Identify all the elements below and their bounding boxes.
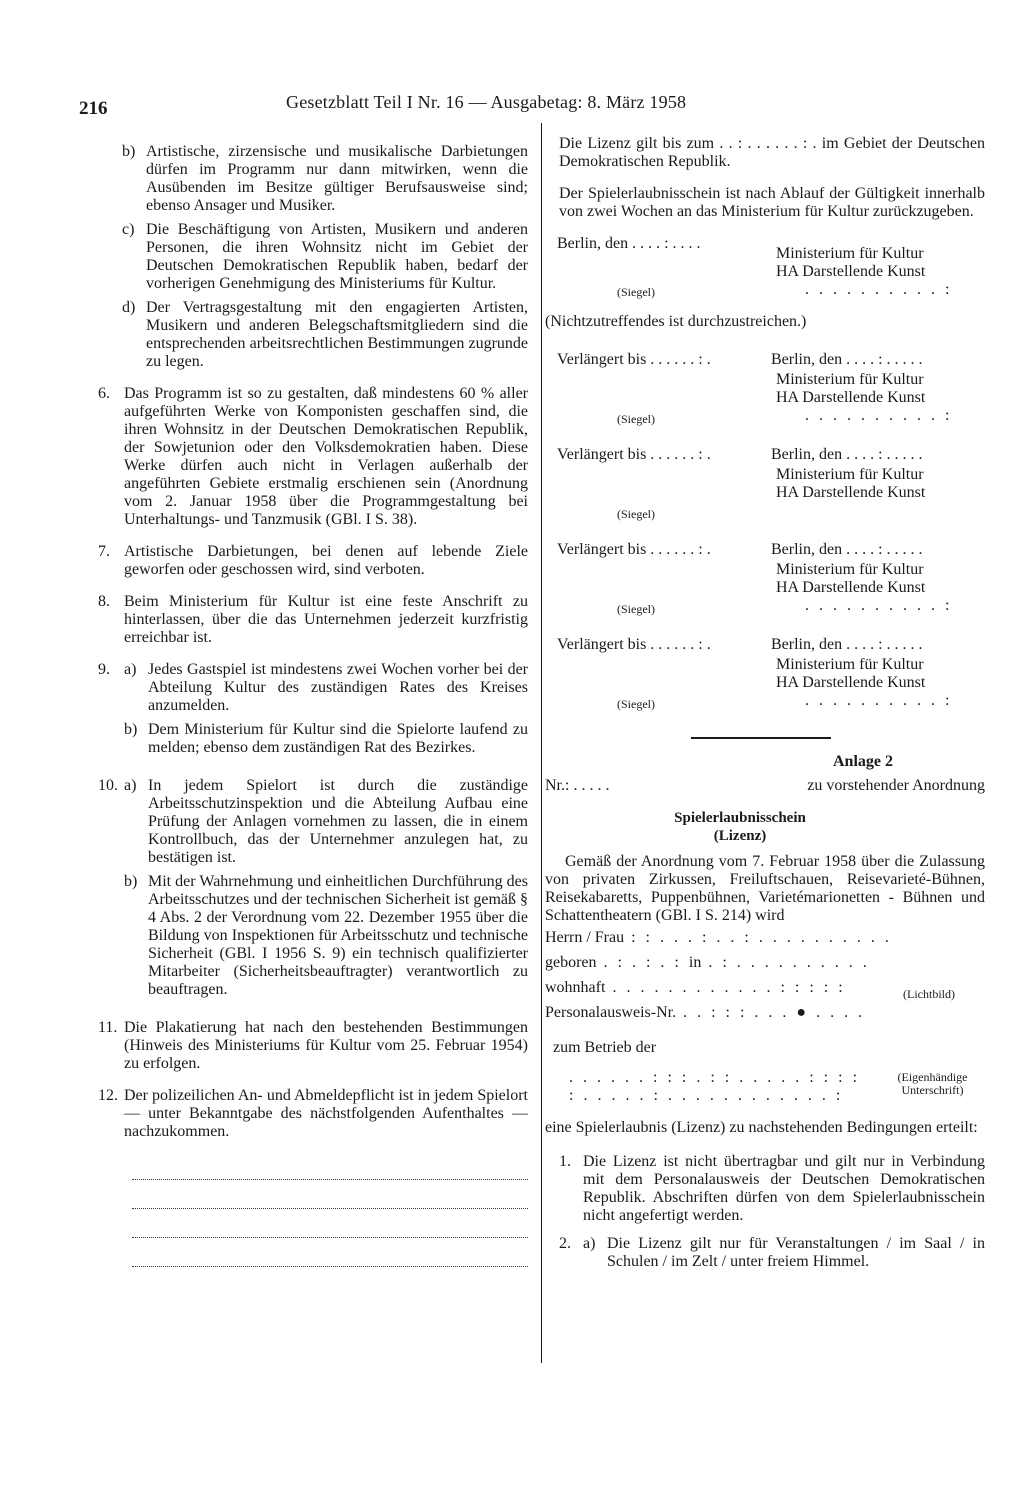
- annex-title: Anlage 2: [833, 753, 893, 770]
- operation-lines: [545, 1069, 985, 1109]
- item-7: [98, 543, 528, 579]
- strike-note: (Nichtzutreffendes ist durchzustreichen.): [545, 313, 807, 330]
- operation-line-2: : . . . . . : . . . . . . . . . . . . :: [569, 1087, 844, 1104]
- sub-label: d): [122, 299, 136, 316]
- field-in-label: in: [688, 954, 702, 971]
- ministry-name: Ministerium für Kultur: [776, 466, 924, 483]
- item10-sub-a: [124, 777, 528, 867]
- item-6: [98, 385, 528, 529]
- item-8: [98, 593, 528, 647]
- condition-2: [545, 1235, 985, 1271]
- sub-text: Der Vertragsgestaltung mit den engagierten Artisten, Musikern und anderen Belegschaftsmitgliedern sind die entsprechenden arbeitsrechtlichen Bestimmungen zugrunde zu legen.: [146, 299, 528, 370]
- item-number: 8.: [98, 593, 110, 610]
- extension-label: Verlängert bis . . . . . . : .: [557, 446, 711, 463]
- item-text: Das Programm ist so zu gestalten, daß mindestens 60 % aller aufgeführten Werke von Komponisten geschaffen sind, die ihren Wohnsitz in der Deutschen Demokratischen Republik, der Sowjetunion oder den Volksdemokratien haben. Diese Werke dürfen auch nicht in Verlagen außerhalb der angeführten Gebiete erstmalig erschienen sein (Anordnung vom 2. Januar 1958 über die Programmgestaltung bei Unterhaltungs- und Tanzmusik (GBl. I S. 38).: [124, 385, 528, 528]
- signature-label: (Eigenhändige Unterschrift): [897, 1070, 968, 1097]
- field-name-row: [545, 929, 975, 954]
- seal-label: (Siegel): [617, 507, 655, 521]
- operation-label: zum Betrieb der: [553, 1039, 657, 1056]
- license-valid-text: Die Lizenz gilt bis zum . . : . . . . . . : . im Gebiet der Deutschen Demokratischen Republik.: [559, 135, 985, 170]
- berlin-den-label: Berlin, den . . . . : . . . .: [557, 235, 701, 252]
- extension-label: Verlängert bis . . . . . . : .: [557, 636, 711, 653]
- item9-sub-b: [124, 721, 528, 757]
- column-divider: [541, 123, 542, 1363]
- field-name-dots: : : . . . : . . : . . . . . . . . . .: [624, 929, 892, 946]
- ministry-name: Ministerium für Kultur: [776, 656, 924, 673]
- item5-sub-b: [122, 143, 528, 215]
- field-residence-label: wohnhaft: [545, 979, 606, 996]
- item-text: Artistische Darbietungen, bei denen auf lebende Ziele geworfen oder geschossen wird, sind verboten.: [124, 543, 528, 578]
- field-id-row: [545, 1004, 975, 1029]
- department-name: HA Darstellende Kunst: [776, 263, 926, 280]
- condition-1: [545, 1153, 985, 1225]
- extension-berlin: Berlin, den . . . . : . . . . .: [771, 541, 923, 558]
- sub-text: Die Beschäftigung von Artisten, Musikern und anderen Personen, die ihren Wohnsitz nicht im Gebiet der Deutschen Demokratischen Republik haben, bedarf der vorherigen Genehmigung des Ministeriums für Kultur.: [146, 221, 528, 292]
- left-column: [98, 143, 528, 1271]
- item-text: Beim Ministerium für Kultur ist eine feste Anschrift zu hinterlassen, über die das Unternehmen jederzeit kurzfristig erreichbar ist.: [124, 593, 528, 646]
- extension-berlin: Berlin, den . . . . : . . . . .: [771, 446, 923, 463]
- condition-body: [583, 1235, 985, 1271]
- conditions-intro: eine Spielerlaubnis (Lizenz) zu nachstehenden Bedingungen erteilt:: [545, 1119, 978, 1136]
- condition-number: 2.: [559, 1235, 571, 1252]
- extension-block-4: [545, 636, 985, 731]
- sub-label: b): [122, 143, 136, 160]
- extension-block-2: [545, 446, 985, 541]
- department-name: HA Darstellende Kunst: [776, 484, 926, 501]
- item-number: 11.: [98, 1019, 118, 1036]
- item5-subs: [98, 143, 528, 371]
- field-in-dots: . : . . . . . . . . . .: [701, 954, 870, 971]
- signature-dots: . . . . . . . . . . :: [805, 692, 953, 709]
- seal-label: (Siegel): [617, 412, 655, 426]
- seal-label: (Siegel): [617, 285, 655, 299]
- annex-number: Nr.: . . . . .: [545, 777, 610, 794]
- ministry-name: Ministerium für Kultur: [776, 371, 924, 388]
- sub-label: a): [124, 777, 137, 794]
- item-number: 6.: [98, 385, 110, 402]
- ministry-name: Ministerium für Kultur: [776, 245, 924, 262]
- item-11: [98, 1019, 528, 1073]
- extension-block-3: [545, 541, 985, 636]
- operation-line-1: . . . . . . : : : . : : . . . . . : : : :: [569, 1069, 861, 1086]
- signature-block-main: [545, 235, 985, 313]
- extension-berlin: Berlin, den . . . . : . . . . .: [771, 636, 923, 653]
- item10-sub-b: [124, 873, 528, 999]
- extension-label: Verlängert bis . . . . . . : .: [557, 351, 711, 368]
- right-column: [545, 135, 985, 1271]
- page-header-title: Gesetzblatt Teil I Nr. 16 — Ausgabetag: 8. März 1958: [286, 92, 687, 112]
- item-number: 12.: [98, 1087, 118, 1104]
- item-12: [98, 1087, 528, 1141]
- sub-text: In jedem Spielort ist durch die zuständige Arbeitsschutzinspektion und die Abteilung Aufbau eine Prüfung der Anlagen vornehmen zu lassen, die in einem Kontrollbuch, das der Unternehmer anzulegen hat, zu bestätigen ist.: [148, 777, 528, 866]
- sub-text: Dem Ministerium für Kultur sind die Spielorte laufend zu melden; ebenso dem zuständigen Rat des Bezirkes.: [148, 721, 528, 756]
- extension-label: Verlängert bis . . . . . . : .: [557, 541, 711, 558]
- seal-label: (Siegel): [617, 697, 655, 711]
- item-10: [98, 777, 528, 1005]
- photo-label: (Lichtbild): [903, 987, 955, 1001]
- item-text: Die Plakatierung hat nach den bestehenden Bestimmungen (Hinweis des Ministeriums für Kultur vom 25. Februar 1954) zu erfolgen.: [124, 1019, 528, 1072]
- person-fields: [545, 929, 975, 1029]
- item-text: Der polizeilichen An- und Abmeldepflicht ist in jedem Spielort — unter Bekanntgabe des nächstfolgenden Aufenthaltes — nachzukommen.: [124, 1087, 528, 1140]
- annex-subtitle: zu vorstehender Anordnung: [807, 777, 985, 794]
- department-name: HA Darstellende Kunst: [776, 389, 926, 406]
- field-name-label: Herrn / Frau: [545, 929, 625, 946]
- sub-label: b): [124, 873, 138, 890]
- condition-text: Die Lizenz gilt nur für Veranstaltungen / im Saal / in Schulen / im Zelt / unter freiem Himmel.: [607, 1235, 985, 1270]
- item-number: 7.: [98, 543, 110, 560]
- field-residence-dots: . . . . . . . . . . . . : : : : :: [605, 979, 846, 996]
- return-note: Der Spielerlaubnisschein ist nach Ablauf der Gültigkeit innerhalb von zwei Wochen an das Ministerium für Kultur zurückzugeben.: [559, 185, 985, 220]
- signature-dots: . . . . . . . . . . :: [805, 597, 953, 614]
- field-born-dots: . : . : . :: [596, 954, 689, 971]
- item5-sub-c: [122, 221, 528, 293]
- annex-separator: [691, 737, 831, 739]
- page-number: 216: [79, 98, 108, 119]
- annex-nr-row: [545, 777, 985, 795]
- document-title: Spielerlaubnisschein: [674, 810, 806, 826]
- sub-text: Jedes Gastspiel ist mindestens zwei Wochen vorher bei der Abteilung Kultur des zuständigen Rates des Kreises anzumelden.: [148, 661, 528, 714]
- item-9: [98, 661, 528, 763]
- item9-sub-a: [124, 661, 528, 715]
- extension-block-1: [545, 351, 985, 446]
- item5-sub-d: [122, 299, 528, 371]
- item-body: [124, 661, 528, 763]
- item-number: 9.: [98, 661, 110, 678]
- signature-dots: . . . . . . . . . . :: [805, 407, 953, 424]
- seal-label: (Siegel): [617, 602, 655, 616]
- sub-label: a): [124, 661, 137, 678]
- condition-sub-label: a): [583, 1235, 596, 1252]
- ministry-name: Ministerium für Kultur: [776, 561, 924, 578]
- sub-label: b): [124, 721, 138, 738]
- field-born-label: geboren: [545, 954, 597, 971]
- blank-line: [132, 1213, 528, 1238]
- field-id-dots: . . : : : . . . ● . . . .: [676, 1004, 866, 1021]
- item-body: [124, 777, 528, 1005]
- sub-text: Artistische, zirzensische und musikalische Darbietungen dürfen im Programm nur dann mitwirken, wenn die Ausübenden im Besitze gültiger Berufsausweise sind; ebenso Ansager und Musiker.: [146, 143, 528, 214]
- intro-text: Gemäß der Anordnung vom 7. Februar 1958 über die Zulassung von privaten Zirkussen, Freiluftschauen, Reisevarieté-Bühnen, Reisekabaretts, Puppenbühnen, Varietémarionetten - Bühnen und Schattentheatern (GBl. I S. 214) wird: [545, 853, 985, 924]
- blank-line: [132, 1155, 528, 1180]
- blank-lines: [98, 1155, 528, 1267]
- document-subtitle: (Lizenz): [713, 828, 767, 844]
- blank-line: [132, 1184, 528, 1209]
- department-name: HA Darstellende Kunst: [776, 579, 926, 596]
- condition-number: 1.: [559, 1153, 571, 1170]
- field-id-label: Personalausweis-Nr.: [545, 1004, 677, 1021]
- field-born-row: [545, 954, 975, 979]
- condition-text: Die Lizenz ist nicht übertragbar und gilt nur in Verbindung mit dem Personalausweis der Deutschen Demokratischen Republik. Abschriften dürfen von dem Spielerlaubnisschein nicht angefertigt werden.: [583, 1153, 985, 1224]
- sub-label: c): [122, 221, 135, 238]
- blank-line: [132, 1242, 528, 1267]
- extension-berlin: Berlin, den . . . . : . . . . .: [771, 351, 923, 368]
- sub-text: Mit der Wahrnehmung und einheitlichen Durchführung des Arbeitsschutzes und der technischen Sicherheit ist gemäß § 4 Abs. 2 der Verordnung vom 22. Dezember 1955 über die Bildung von Inspektionen für Arbeitsschutz und technische Sicherheit (GBl. I 1956 S. 9) ein technisch qualifizierter Mitarbeiter (Sicherheitsbeauftragter) verantwortlich zu beauftragen.: [148, 873, 528, 998]
- item-number: 10.: [98, 777, 118, 794]
- department-name: HA Darstellende Kunst: [776, 674, 926, 691]
- signature-dots: . . . . . . . . . . :: [805, 281, 953, 298]
